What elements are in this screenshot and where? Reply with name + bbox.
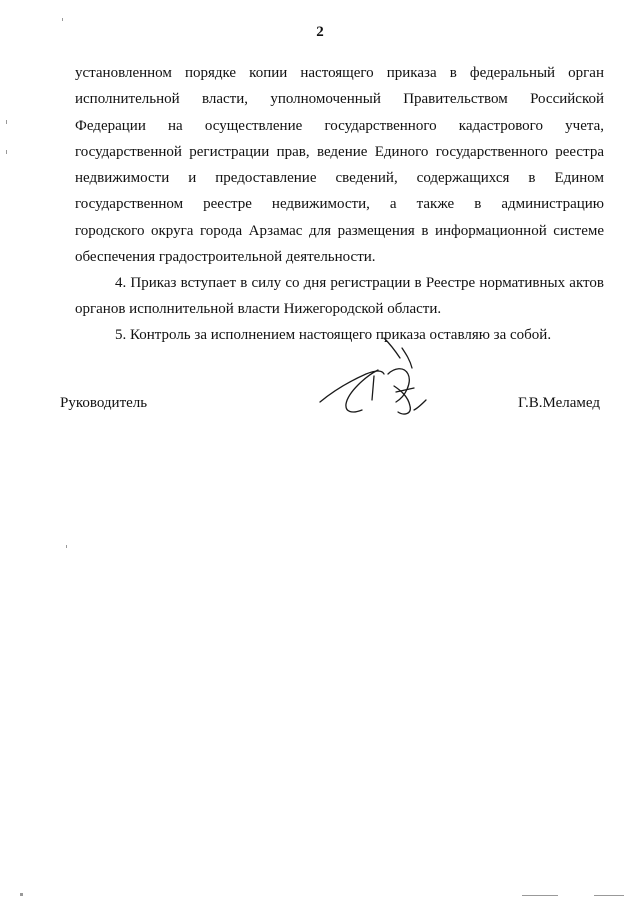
text-line: обеспечения градостроительной деятельности. bbox=[75, 249, 376, 266]
text-line: исполнительной власти, уполномоченный Правительством Российской bbox=[75, 91, 604, 108]
signatory-position: Руководитель bbox=[60, 395, 148, 411]
scan-artifact bbox=[66, 545, 67, 548]
scan-artifact bbox=[6, 120, 7, 124]
text-line: 5. Контроль за исполнением настоящего приказа оставляю за собой. bbox=[115, 327, 552, 343]
text-line: недвижимости и предоставление сведений, содержащихся в Едином bbox=[75, 170, 604, 187]
page-number: 2 bbox=[316, 24, 324, 40]
text-line: государственной регистрации прав, ведение Единого государственного реестра bbox=[75, 143, 604, 160]
scan-artifact bbox=[20, 893, 23, 896]
text-line: городского округа города Арзамас для размещения в информационной системе bbox=[75, 222, 604, 239]
handwritten-signature bbox=[318, 330, 428, 420]
text-line: органов исполнительной власти Нижегородской области. bbox=[75, 301, 442, 318]
scan-artifact bbox=[6, 150, 7, 154]
scan-artifact bbox=[522, 895, 558, 896]
text-line: государственном реестре недвижимости, а также в администрацию bbox=[75, 196, 604, 213]
text-line: установленном порядке копии настоящего приказа в федеральный орган bbox=[75, 65, 604, 81]
scan-artifact bbox=[594, 895, 624, 896]
scan-artifact bbox=[62, 18, 63, 21]
text-line: 4. Приказ вступает в силу со дня регистрации в Реестре нормативных актов bbox=[115, 275, 604, 291]
paragraph-4 bbox=[75, 270, 604, 323]
paragraph-continuation bbox=[75, 60, 604, 270]
text-line: Федерации на осуществление государственного кадастрового учета, bbox=[75, 117, 604, 134]
signatory-name: Г.В.Меламед bbox=[517, 395, 600, 411]
